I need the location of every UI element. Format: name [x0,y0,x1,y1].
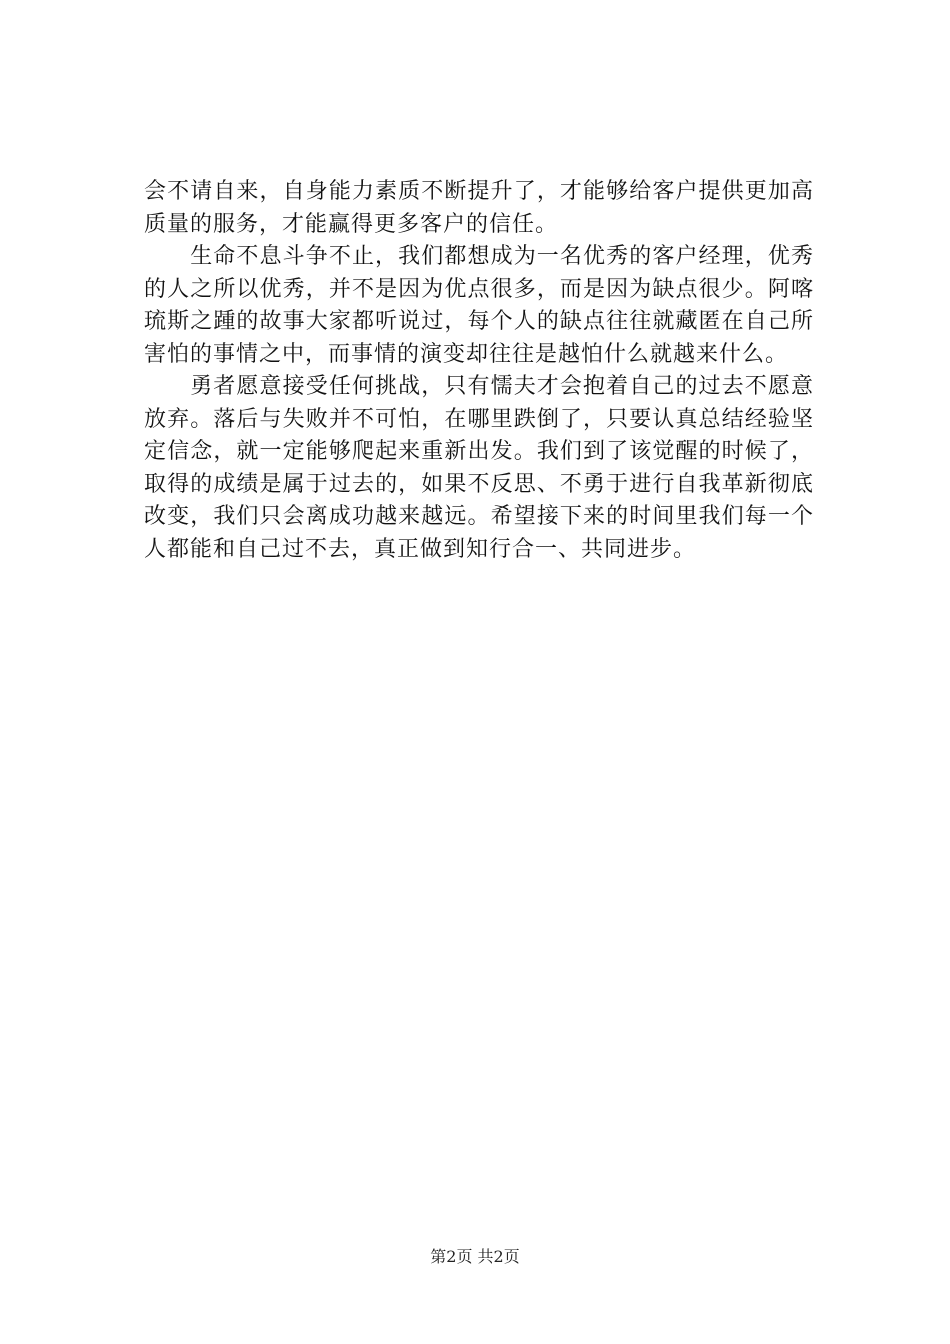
paragraph: 生命不息斗争不止，我们都想成为一名优秀的客户经理，优秀的人之所以优秀，并不是因为优点很多，而是因为缺点很少。阿喀琉斯之踵的故事大家都听说过，每个人的缺点往往就藏匿在自己所害怕的事情之中，而事情的演变却往往是越怕什么就越来什么。 [144,244,814,367]
document-body [144,176,814,566]
page-footer: 第2页 共2页 [430,1247,520,1266]
paragraph: 勇者愿意接受任何挑战，只有懦夫才会抱着自己的过去不愿意放弃。落后与失败并不可怕，在哪里跌倒了，只要认真总结经验坚定信念，就一定能够爬起来重新出发。我们到了该觉醒的时候了，取得的成绩是属于过去的，如果不反思、不勇于进行自我革新彻底改变，我们只会离成功越来越远。希望接下来的时间里我们每一个人都能和自己过不去，真正做到知行合一、共同进步。 [144,374,814,562]
paragraph-continuation: 会不请自来，自身能力素质不断提升了，才能够给客户提供更加高质量的服务，才能赢得更多客户的信任。 [144,179,814,237]
